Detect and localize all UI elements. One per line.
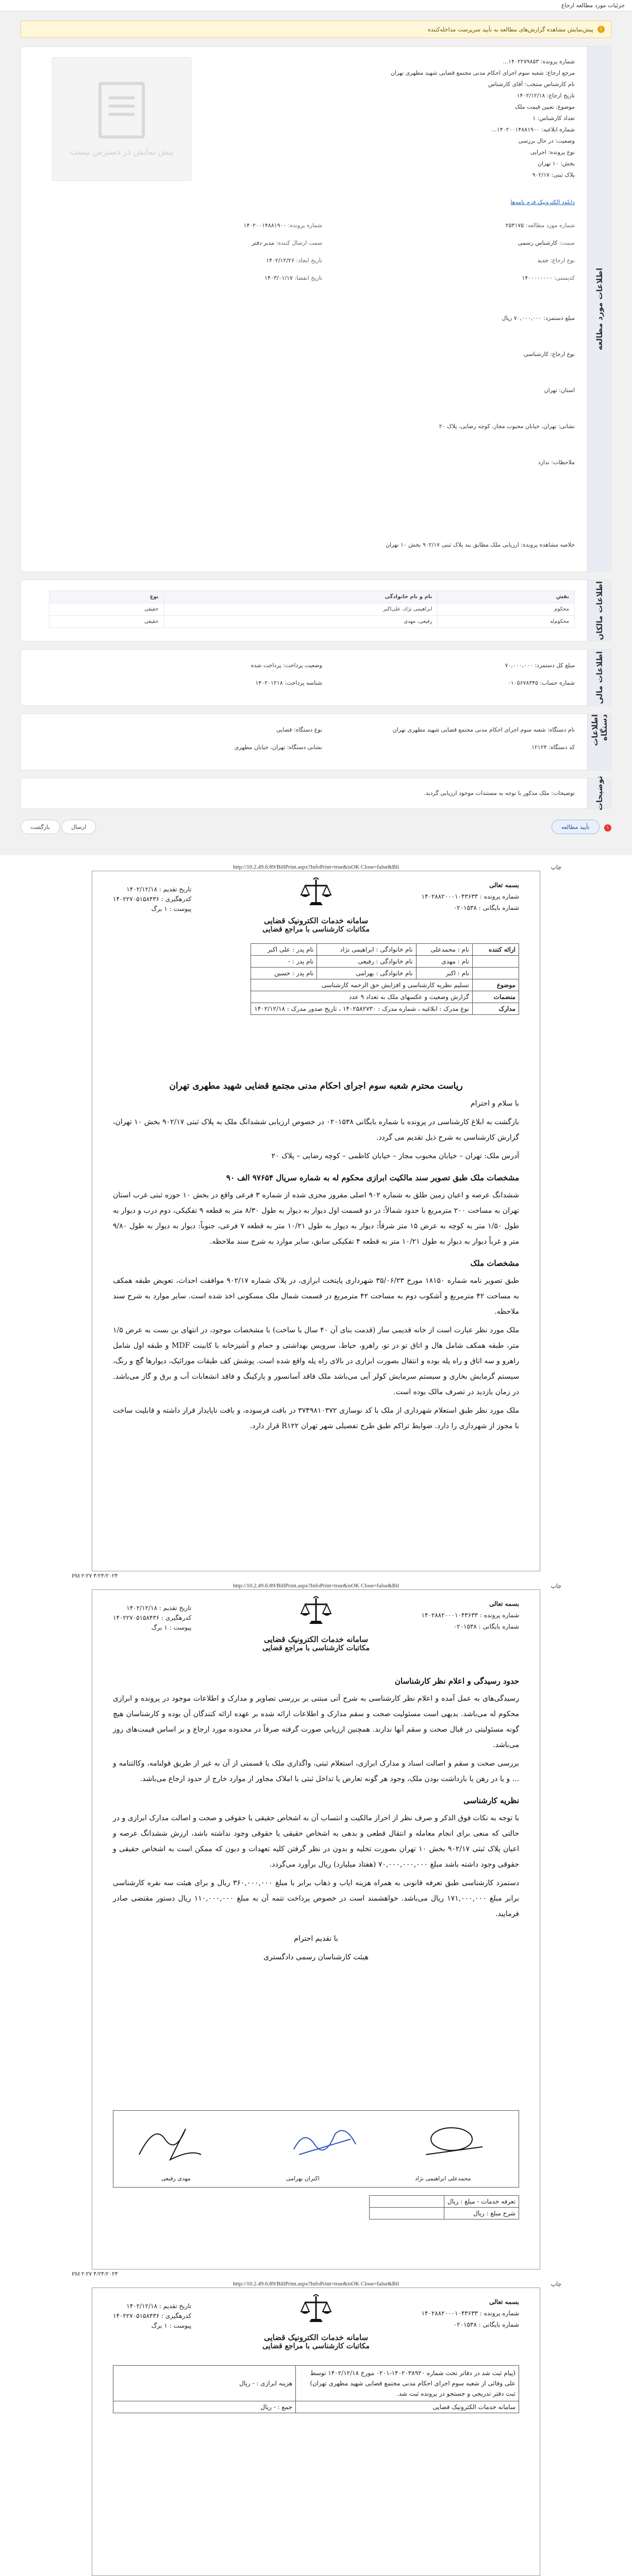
field-value: ۱۴۰۲۰۰۱۴۸۸۱۹۰۰ bbox=[243, 222, 287, 229]
header-right: بسمه تعالی شماره پرونده : ۱۴۰۲۸۸۲۰۰۰۱۰۴۳۶۳۳ شماره بایگانی : ۰۲۰۱۵۳۸ bbox=[421, 2298, 519, 2328]
info-cell: ارائه کننده bbox=[473, 944, 519, 956]
field-label: نوع ارجاع: bbox=[548, 257, 575, 264]
field-value: مدیر دفتر bbox=[252, 240, 275, 246]
preview-placeholder bbox=[52, 57, 191, 181]
tab-owner-info[interactable]: اطلاعات مالکان bbox=[587, 580, 611, 641]
table-row bbox=[251, 956, 519, 968]
case-extra-line: نوع ارجاع: کارشناسی bbox=[523, 351, 575, 358]
info-cell: نام : اکبر bbox=[416, 968, 472, 979]
document-page-2 bbox=[72, 1583, 561, 2277]
owner-header-cell: نوع bbox=[49, 591, 164, 603]
field-label: تاریخ ایجاد: bbox=[294, 257, 322, 264]
print-label[interactable]: چاپ bbox=[551, 2281, 561, 2287]
header-right: بسمه تعالی شماره پرونده : ۱۴۰۲۸۸۲۰۰۰۱۰۴۳۶۳۳ شماره بایگانی : ۰۲۰۱۵۳۸ bbox=[421, 882, 519, 911]
document-icon bbox=[98, 82, 145, 139]
finance-line: مبلغ کل دستمزد: ۷۰,۰۰۰,۰۰۰ bbox=[505, 662, 575, 669]
letter-info-table bbox=[251, 943, 519, 1015]
field-label: تاریخ انقضا: bbox=[292, 275, 322, 281]
info-label-cell: موضوع bbox=[473, 979, 519, 991]
field-value: جدید bbox=[537, 257, 548, 264]
device-line: نام دستگاه: شعبه سوم اجرای احکام مدنی مجتمع قضایی شهید مطهری تهران bbox=[392, 726, 575, 733]
device-line: کد دستگاه: ۱۲۱۲۴ bbox=[531, 744, 575, 751]
signer-name: محمدعلی ابراهیمی نژاد bbox=[414, 2175, 471, 2182]
case-line: وضعیت: در حال بررسی bbox=[518, 138, 575, 144]
device-line: نشانی دستگاه: تهران، خیابان مطهری bbox=[234, 744, 322, 751]
info-cell: نام پدر : علی اکبر bbox=[251, 944, 317, 956]
alert-text: پیش‌نمایش مشاهده گزارش‌های مطالعه به تأیید سرپرست مداخله‌کننده bbox=[427, 26, 593, 33]
app-shell bbox=[0, 0, 632, 855]
case-extra-line: ملاحظات: ندارد bbox=[538, 459, 575, 466]
field-label: سمت: bbox=[557, 240, 575, 246]
info-label-cell: مدارک bbox=[473, 1003, 519, 1015]
alert-banner bbox=[21, 21, 611, 38]
document-preview bbox=[0, 855, 632, 2576]
info-cell: نام خانوادگی : رفیعی bbox=[317, 956, 416, 968]
download-forms-link[interactable]: دانلود الکترونیک فرم نامه‌ها bbox=[510, 199, 575, 206]
case-field bbox=[522, 275, 575, 281]
field-label: شماره مورد مطالعه: bbox=[524, 222, 575, 229]
case-field bbox=[266, 257, 322, 264]
owner-table bbox=[49, 590, 575, 628]
case-line: شماره پرونده: ۱۴۰۲۲۷۹۸۵۳... bbox=[503, 58, 575, 65]
table-row bbox=[251, 968, 519, 979]
device-info-section bbox=[21, 714, 611, 770]
tab-notes[interactable]: توضیحات bbox=[587, 778, 611, 808]
table-row bbox=[251, 944, 519, 956]
case-field bbox=[244, 222, 322, 229]
finance-line: وضعیت پرداخت: پرداخت شده bbox=[251, 662, 322, 669]
field-value: ۲۵۳۱۷۵ bbox=[505, 222, 524, 229]
letter-header bbox=[113, 2293, 519, 2355]
owner-cell: حقیقی bbox=[49, 616, 164, 628]
action-bar bbox=[21, 817, 611, 837]
info-cell bbox=[473, 956, 519, 968]
signature-box bbox=[113, 2110, 519, 2188]
back-button[interactable]: بازگشت bbox=[21, 820, 60, 834]
case-line: نوع پرونده: اجرایی bbox=[530, 149, 575, 156]
field-value: ۱۴۰۰۰۰۰۰۰۰ bbox=[522, 275, 553, 281]
finance-line: شماره حساب: ۰۱۰۵۶۷۸۳۴۵ bbox=[507, 680, 575, 686]
case-field bbox=[506, 222, 575, 229]
case-line: پلاک ثبتی: ۹۰۲/۱۷ bbox=[532, 172, 575, 178]
signer-name: اکبران بهرامی bbox=[286, 2175, 320, 2182]
case-line: تعداد کارشناس: ۱ bbox=[533, 115, 575, 122]
info-cell: نام خانوادگی : ابراهیمی نژاد bbox=[317, 944, 416, 956]
info-value-cell: گزارش وضعیت و عکسهای ملک به تعداد ۹ عدد bbox=[251, 991, 473, 1003]
signature-2 bbox=[289, 2119, 361, 2165]
send-button[interactable]: ارسال bbox=[61, 820, 96, 834]
field-label: کدپستی: bbox=[552, 275, 575, 281]
tab-case-info[interactable]: اطلاعات مورد مطالعه bbox=[587, 47, 611, 571]
owner-header-cell: نقش bbox=[438, 591, 575, 603]
print-label[interactable]: چاپ bbox=[551, 864, 561, 871]
table-row bbox=[251, 1003, 519, 1015]
info-label-cell: منضمات bbox=[473, 991, 519, 1003]
registration-table: (پیام ثبت شد در دفاتر تحت شماره ۱۴۰۲۰۳۸۹۲۰-۰۲۰۱ مورخ ۱۴۰۲/۱۲/۱۸ توسط علی وفائی از شعبه سوم اجرای احکام مدنی مجتمع قضایی شهید مطهری تهران) ثبت دفتر تدریجی و جستجو در پرونده ثبت شد. هزینه ابرازی : - ریال سامانه خدمات الکترونیک قضایی جمع : - ریال bbox=[113, 2365, 519, 2413]
header-left: تاریخ تقدیم : ۱۴۰۲/۱۲/۱۸ کدرهگیری : ۱۴۰۲۲۷۰۵۱۵۸۴۳۶ پیوست : ۱ برگ bbox=[113, 2302, 192, 2329]
case-field bbox=[518, 240, 575, 246]
info-value-cell: تسلیم نظریه کارشناسی و افزایش حق الزحمه کارشناسی bbox=[251, 979, 473, 991]
letter-body: ریاست محترم شعبه سوم اجرای احکام مدنی مجتمع قضایی شهید مطهری تهران با سلام و احترام بازگشت به ابلاغ کارشناسی در پرونده با شماره بایگانی ۰۲۰۱۵۳۸ در خصوص ارزیابی ششدانگ ملک به پلاک ثبتی ۹۰۲/۱۷ بخش ۱۰ تهران، گزارش کارشناسی به شرح ذیل تقدیم می گردد. آدرس ملک: تهران – خیابان محبوب مجاز – خیابان کاظمی – کوچه رضایی – پلاک ۲۰ مشخصات ملک طبق تصویر سند مالکیت ابرازی محکوم له به شماره سریال ۹۷۶۵۴ الف ۹۰ ششدانگ عرصه و اعیان زمین طلق به شماره ۹۰۲ اصلی مفروز مجزی شده از شماره ۳ فرعی واقع در بخش ۱۰ حوزه ثبتی غرب استان تهران به مساحت ۲۰۰ مترمربع با حدود شمالاً: در دو قسمت اول دیوار به دیوار به طول ۸/۳۰ متر به قطعه ۹ تفکیکی، دوم درب و دیوار به طول ۱/۵۰ متر به کوچه به عرض ۱۵ متر شرقاً: دیوار به دیوار به طول ۱۰/۲۱ متر به قطعه ۷ فرعی، جنوباً: دیوار به دیوار به طول ۹/۸۰ متر و غرباً دیوار به دیوار به طول ۱۰/۲۱ متر به قطعه ۴ تفکیکی سابق، سایر موارد به شرح سند ملاحظه. مشخصات ملک طبق تصویر نامه شماره ۱۸۱۵۰ مورخ ۳۵/۰۶/۲۳ شهرداری پایتخت ابرازی، در پلاک شماره ۹۰۲/۱۷ موافقت احداث، تعویض طبقه همکف به مساحت ۴۲ مترمربع و آشکوب دوم به مساحت ۴۲ مترمربع در قسمت شمال ملک مسکونی اخذ شده است. سایر موارد به شرح سند ملاحظه. ملک مورد نظر عبارت است از خانه قدیمی ساز (قدمت بنای آن ۴۰ سال با ساخت) با مشخصات موجود، در انتهای بن بست به عرض ۱/۵ متر، طبقه همکف شامل هال و اتاق تو در تو، راهرو، حیاط، سرویس بهداشتی و حمام و آشپزخانه با کابینت MDF و طبقه اول شامل راهرو و سه اتاق و راه پله بوده و انتقال بصورت ابزاری در بالای راه پله واقع شده است. پوشش کف طبقات موزائیک، دیوارها گچ و رنگ، سیستم گرمایش بخاری و سیستم سرمایش کولر آبی می‌باشد ملک فاقد آسانسور و پارکینگ و فاقد انشعابات آب و برق و گاز می‌باشد. در زمان بازدید در تصرف مالک بوده است. ملک مورد نظر طبق استعلام شهرداری از ملک با کد نوسازی ۳۷۴۹۸۱۰۳۷۲ در بافت فرسوده، و بافت ناپایدار قرار داشته و قابلیت ساخت با مجوز از شهرداری را دارد. ضوابط تراکم طبق طرح تفصیلی شهر تهران R۱۲۲ قرار دارد. bbox=[113, 1081, 520, 1430]
table-row bbox=[251, 979, 519, 991]
page-timestamp: ۴/۲۴/۲۰۲۴ ۲:۲۷ PM bbox=[72, 1573, 118, 1579]
info-cell: نام : مهدی bbox=[416, 956, 472, 968]
field-label: شماره پرونده: bbox=[286, 222, 322, 229]
signature-1 bbox=[134, 2119, 206, 2165]
owner-cell: محکوم‌له bbox=[438, 616, 575, 628]
tab-device-info[interactable]: اطلاعات دستگاه bbox=[587, 714, 611, 770]
device-line: نوع دستگاه: قضایی bbox=[276, 726, 322, 733]
field-value: ۱۴۰۳/۰۱/۱۷ bbox=[264, 275, 293, 281]
info-icon: ! bbox=[597, 26, 605, 33]
table-row bbox=[49, 603, 575, 616]
owner-header-cell: نام و نام خانوادگی bbox=[164, 591, 438, 603]
letter-header bbox=[113, 1595, 519, 1657]
case-field bbox=[252, 240, 322, 246]
owner-cell: رفیعی، مهدی bbox=[164, 616, 438, 628]
notes-section bbox=[21, 778, 611, 809]
header-right: بسمه تعالی شماره پرونده : ۱۴۰۲۸۸۲۰۰۰۱۰۴۳۶۳۳ شماره بایگانی : ۰۲۰۱۵۳۸ bbox=[421, 1600, 519, 1630]
page-title: جزئیات مورد مطالعه ارجاع bbox=[561, 2, 625, 9]
case-field bbox=[537, 257, 575, 264]
page-url: http://10.2.49.6:89/BillPrint.aspx?InfoPrint=true&isOK Close=false&Bil bbox=[233, 1583, 399, 1589]
topbar bbox=[0, 0, 632, 11]
page-timestamp: ۴/۲۴/۲۰۲۴ ۲:۲۷ PM bbox=[72, 2271, 118, 2277]
case-extra-line: نشانی: تهران، خیابان محبوب مجاز، کوچه رضایی، پلاک ۲۰ bbox=[439, 423, 575, 430]
field-value: کارشناس رسمی bbox=[518, 240, 558, 246]
tab-finance-info[interactable]: اطلاعات مالی bbox=[587, 650, 611, 705]
field-value: ۱۴۰۲/۱۲/۲۶ bbox=[266, 257, 294, 264]
judiciary-emblem-icon bbox=[298, 876, 334, 912]
case-field bbox=[264, 275, 322, 281]
case-line: موضوع: تعیین قیمت ملک bbox=[515, 104, 575, 110]
owner-cell: ابراهیمی نژاد، علی‌اکبر bbox=[164, 603, 438, 616]
print-label[interactable]: چاپ bbox=[551, 1583, 561, 1589]
signer-name: مهدی رفیعی bbox=[161, 2175, 191, 2182]
confirm-button[interactable]: تأیید مطالعه bbox=[552, 820, 600, 834]
page-url: http://10.2.49.6:89/BillPrint.aspx?InfoPrint=true&isOK Close=false&Bil bbox=[233, 2281, 399, 2287]
signers-row bbox=[113, 2175, 519, 2182]
owner-info-section bbox=[21, 580, 611, 641]
finance-info-section bbox=[21, 649, 611, 706]
letter-header bbox=[113, 876, 519, 938]
document-page-1 bbox=[72, 864, 561, 1579]
letter-body: حدود رسیدگی و اعلام نظر کارشناسان رسیدگی‌های به عمل آمده و اعلام نظر کارشناسی به شرح آتی مبتنی بر بررسی تصاویر و مدارک و اطلاعات موجود در پرونده و ابرازی محکوم له می‌باشد. بدیهی است مسئولیت صحت و سقم مدارک و اطلاعات ارائه شده بر عهده ارائه کنندگان آن بوده و کارشناسان هیچ گونه مسئولیتی در قبال صحت و سقم آنها ندارند. همچنین ارزیابی صورت گرفته صرفاً در محدوده مورد ارجاع و بر اساس قیمت‌های روز می‌باشد. بررسی صحت و سقم و اصالت اسناد و مدارک ابرازی، استعلام ثبتی، واگذاری ملک یا قسمتی از آن به غیر از طریق قولنامه، وکالتنامه و ... و یا در رهن یا بازداشت بودن ملک، وجود هر گونه تعارض یا تداخل ثبتی با املاک مجاور از موارد خارج از حدود ارجاع می‌باشد. نظریه کارشناسی با توجه به نکات فوق الذکر و صرف نظر از احراز مالکیت و انتساب آن به اشخاص حقیقی یا حقوقی و صحت و اصالت مدارک ابرازی و در حالتی که منعی برای انجام معامله و انتقال قطعی و بدهی به اشخاص حقیقی یا حقوقی وجود نداشته باشد، ارزش ششدانگ عرصه و اعیان پلاک ثبتی ۹۰۲/۱۷ بخش ۱۰ تهران بصورت تخلیه و بدون در نظر گرفتن کلیه تعهدات و دیون که ممکن است به اشخاص حقیقی و حقوقی وجود داشته باشد مبلغ ۷۰,۰۰۰,۰۰۰,۰۰۰ (هفتاد میلیارد) ریال برآورد می‌گردد. دستمزد کارشناسی طبق تعرفه قانونی به همراه هزینه ایاب و ذهاب برابر با مبلغ ۳۶۰,۰۰۰,۰۰۰ ریال و برای هیئت سه نفره کارشناسی برابر مبلغ ۱۷۱,۰۰۰,۰۰۰ ریال می‌باشد. خواهشمند است در خصوص پرداخت تتمه آن به مبلغ ۱۱۰,۰۰۰,۰۰۰ ریال دستور مقتضی صادر فرمایید. با تقدیم احترام هیئت کارشناسان رسمی دادگستری bbox=[113, 1676, 519, 1961]
header-center: سامانه خدمات الکترونیک قضایی مکاتبات کارشناسی با مراجع قضایی bbox=[234, 1595, 398, 1652]
header-left: تاریخ تقدیم : ۱۴۰۲/۱۲/۱۸ کدرهگیری : ۱۴۰۲۲۷۰۵۱۵۸۴۳۶ پیوست : ۱ برگ bbox=[113, 1604, 192, 1631]
case-extra-line: استان: تهران bbox=[544, 387, 575, 394]
document-page-3 bbox=[92, 2281, 561, 2576]
field-label: سمت ارسال کننده: bbox=[274, 240, 322, 246]
case-line: مرجع ارجاع: شعبه سوم اجرای احکام مدنی مجتمع قضایی شهید مطهری تهران bbox=[390, 70, 575, 76]
preview-caption: پیش نمایش در دسترس نیست bbox=[70, 146, 174, 157]
owner-cell: حقیقی bbox=[49, 603, 164, 616]
judiciary-emblem-icon bbox=[298, 1595, 334, 1631]
notes-text: توضیحات: ملک مذکور با توجه به مستندات موجود ارزیابی گردید. bbox=[424, 790, 575, 796]
info-cell: نام خانوادگی : بهرامی bbox=[317, 968, 416, 979]
fee-table: تعرفه خدمات - مبلغ : ریال شرح مبلغ : ریال bbox=[369, 2195, 519, 2219]
table-row bbox=[251, 991, 519, 1003]
info-cell: نام پدر : - bbox=[251, 956, 317, 968]
table-row bbox=[49, 616, 575, 628]
header-left: تاریخ تقدیم : ۱۴۰۲/۱۲/۱۸ کدرهگیری : ۱۴۰۲۲۷۰۵۱۵۸۴۳۶ پیوست : ۱ برگ bbox=[113, 886, 192, 912]
header-center: سامانه خدمات الکترونیک قضایی مکاتبات کارشناسی با مراجع قضایی bbox=[234, 2293, 398, 2350]
case-info-section bbox=[21, 46, 611, 572]
finance-line: شناسه پرداخت: ۱۴۰۲۰۱۲۱۸ bbox=[255, 680, 322, 686]
header-center: سامانه خدمات الکترونیک قضایی مکاتبات کارشناسی با مراجع قضایی bbox=[234, 876, 398, 934]
judiciary-emblem-icon bbox=[298, 2293, 334, 2329]
info-value-cell: نوع مدرک : ابلاغیه ، شماره مدرک : ۱۴۰۲۵۸۲۷۳۰ ، تاریخ صدور مدرک : ۱۴۰۲/۱۲/۱۸ bbox=[251, 1003, 473, 1015]
info-cell: نام پدر : حسین bbox=[251, 968, 317, 979]
info-cell bbox=[473, 968, 519, 979]
page-url: http://10.2.49.6:89/BillPrint.aspx?InfoPrint=true&isOK Close=false&Bil bbox=[233, 864, 399, 870]
case-line: نام کارشناس منتخب: آقای کارشناس bbox=[488, 81, 575, 88]
case-extra-line: مبلغ دستمزد: ۷۰,۰۰۰,۰۰۰ ریال bbox=[502, 315, 575, 321]
notification-badge: ۱ bbox=[604, 824, 611, 832]
case-line: بخش: ۱۰ تهران bbox=[537, 160, 575, 167]
case-line: تاریخ ارجاع: ۱۴۰۲/۱۲/۱۸ bbox=[517, 92, 575, 99]
owner-cell: محکوم bbox=[438, 603, 575, 616]
case-line: شماره ابلاغیه: ۱۴۰۲۰۰۱۴۸۸۱۹۰۰... bbox=[491, 126, 575, 133]
case-footer: خلاصه مشاهده پرونده: ارزیابی ملک مطابق بند پلاک ثبتی ۹۰۲/۱۷ بخش ۱۰ تهران bbox=[385, 541, 575, 548]
info-cell: نام : محمدعلی bbox=[416, 944, 472, 956]
signature-3 bbox=[415, 2119, 488, 2165]
